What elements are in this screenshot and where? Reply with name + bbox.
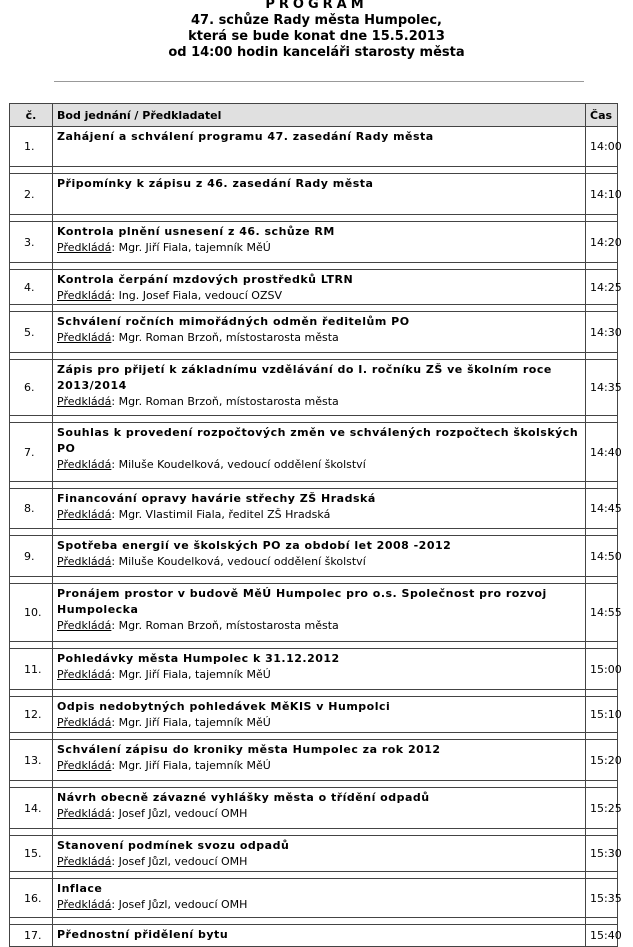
agenda-item-title: Přednostní přidělení bytu — [57, 928, 229, 941]
agenda-item-number: 10. — [10, 584, 53, 642]
agenda-item-number: 6. — [10, 360, 53, 416]
agenda-item-time: 14:50 — [586, 536, 618, 577]
agenda-item-number: 2. — [10, 174, 53, 215]
agenda-item-title: Zahájení a schválení programu 47. zasedání Rady města — [57, 130, 434, 143]
table-row — [10, 584, 618, 642]
agenda-item-title: Návrh obecně závazné vyhlášky města o třídění odpadů — [57, 791, 430, 804]
agenda-item-time: 15:00 — [586, 649, 618, 690]
presenter-name: : Josef Jůzl, vedoucí OMH — [111, 807, 248, 820]
agenda-item-title: Inflace — [57, 882, 103, 895]
row-spacer — [10, 215, 618, 222]
table-row — [10, 697, 618, 733]
presenter-name: : Miluše Koudelková, vedoucí oddělení školství — [111, 458, 366, 471]
table-row — [10, 740, 618, 781]
table-row — [10, 879, 618, 918]
agenda-item-number: 11. — [10, 649, 53, 690]
row-spacer — [10, 642, 618, 649]
agenda-item-number: 17. — [10, 925, 53, 947]
agenda-item-title: Odpis nedobytných pohledávek MěKIS v Humpolci — [57, 700, 391, 713]
row-spacer — [10, 733, 618, 740]
row-spacer — [10, 353, 618, 360]
row-spacer — [10, 263, 618, 270]
agenda-item-time: 14:45 — [586, 489, 618, 529]
agenda-item-subject — [53, 584, 586, 642]
agenda-item-subject — [53, 836, 586, 872]
agenda-item-title: Kontrola čerpání mzdových prostředků LTRN — [57, 273, 354, 286]
agenda-item-title: Pohledávky města Humpolec k 31.12.2012 — [57, 652, 340, 665]
agenda-item-title: Spotřeba energií ve školských PO za období let 2008 -2012 — [57, 539, 452, 552]
column-header-number: č. — [10, 104, 53, 127]
agenda-item-time: 15:40 — [586, 925, 618, 947]
presenter-name: : Mgr. Jiří Fiala, tajemník MěÚ — [111, 759, 271, 772]
agenda-item-title: Pronájem prostor v budově MěÚ Humpolec pro o.s. Společnost pro rozvoj Humpolecka — [57, 587, 547, 616]
agenda-item-subject — [53, 536, 586, 577]
agenda-item-presenter — [57, 667, 581, 683]
presenter-label: Předkládá — [57, 668, 112, 681]
table-row — [10, 360, 618, 416]
agenda-item-presenter — [57, 330, 581, 346]
header-line-3: od 14:00 hodin kanceláři starosty města — [168, 45, 465, 60]
presenter-name: : Mgr. Jiří Fiala, tajemník MěÚ — [111, 716, 271, 729]
row-spacer — [10, 781, 618, 788]
agenda-item-time: 14:30 — [586, 312, 618, 353]
row-spacer — [10, 305, 618, 312]
row-spacer — [10, 829, 618, 836]
document-header — [0, 0, 633, 61]
agenda-item-time: 14:55 — [586, 584, 618, 642]
agenda-item-number: 4. — [10, 270, 53, 305]
presenter-name: : Josef Jůzl, vedoucí OMH — [111, 855, 248, 868]
agenda-item-presenter — [57, 507, 581, 523]
agenda-item-subject — [53, 360, 586, 416]
presenter-name: : Mgr. Jiří Fiala, tajemník MěÚ — [111, 668, 271, 681]
agenda-item-title: Stanovení podmínek svozu odpadů — [57, 839, 290, 852]
agenda-item-subject — [53, 174, 586, 215]
agenda-item-time: 15:25 — [586, 788, 618, 829]
agenda-item-title: Financování opravy havárie střechy ZŠ Hradská — [57, 492, 376, 505]
agenda-item-presenter — [57, 854, 581, 870]
presenter-name: : Mgr. Roman Brzoň, místostarosta města — [111, 619, 339, 632]
header-line-1: 47. schůze Rady města Humpolec, — [191, 13, 442, 28]
header-divider — [54, 81, 584, 82]
agenda-item-number: 13. — [10, 740, 53, 781]
presenter-label: Předkládá — [57, 331, 112, 344]
column-header-subject: Bod jednání / Předkladatel — [53, 104, 586, 127]
presenter-label: Předkládá — [57, 759, 112, 772]
presenter-label: Předkládá — [57, 807, 112, 820]
agenda-item-presenter — [57, 240, 581, 256]
agenda-item-presenter — [57, 715, 581, 731]
agenda-item-subject — [53, 740, 586, 781]
agenda-item-title: Souhlas k provedení rozpočtových změn ve schválených rozpočtech školských PO — [57, 426, 579, 455]
agenda-item-subject — [53, 312, 586, 353]
presenter-label: Předkládá — [57, 555, 112, 568]
table-row — [10, 649, 618, 690]
row-spacer — [10, 690, 618, 697]
agenda-item-presenter — [57, 618, 581, 634]
table-row — [10, 836, 618, 872]
agenda-item-number: 14. — [10, 788, 53, 829]
agenda-item-number: 12. — [10, 697, 53, 733]
agenda-item-number: 1. — [10, 127, 53, 167]
agenda-item-subject — [53, 697, 586, 733]
agenda-item-subject — [53, 423, 586, 482]
agenda-item-time: 14:10 — [586, 174, 618, 215]
presenter-name: : Mgr. Roman Brzoň, místostarosta města — [111, 395, 339, 408]
row-spacer — [10, 872, 618, 879]
presenter-label: Předkládá — [57, 716, 112, 729]
agenda-item-presenter — [57, 394, 581, 410]
agenda-item-presenter — [57, 806, 581, 822]
agenda-item-subject — [53, 127, 586, 167]
agenda-item-subject — [53, 222, 586, 263]
agenda-item-title: Schválení ročních mimořádných odměn ředitelům PO — [57, 315, 410, 328]
row-spacer — [10, 918, 618, 925]
agenda-item-subject — [53, 788, 586, 829]
agenda-item-number: 8. — [10, 489, 53, 529]
table-row — [10, 423, 618, 482]
table-row — [10, 925, 618, 947]
table-row — [10, 536, 618, 577]
agenda-item-time: 14:35 — [586, 360, 618, 416]
agenda-item-number: 9. — [10, 536, 53, 577]
agenda-item-time: 15:30 — [586, 836, 618, 872]
agenda-item-title: Kontrola plnění usnesení z 46. schůze RM — [57, 225, 335, 238]
agenda-item-number: 7. — [10, 423, 53, 482]
row-spacer — [10, 416, 618, 423]
table-row — [10, 312, 618, 353]
agenda-item-time: 14:40 — [586, 423, 618, 482]
presenter-name: : Mgr. Jiří Fiala, tajemník MěÚ — [111, 241, 271, 254]
presenter-label: Předkládá — [57, 241, 112, 254]
agenda-item-subject — [53, 925, 586, 947]
program-heading: PROGRAM — [265, 0, 368, 12]
agenda-item-number: 15. — [10, 836, 53, 872]
agenda-item-time: 15:10 — [586, 697, 618, 733]
row-spacer — [10, 167, 618, 174]
row-spacer — [10, 529, 618, 536]
presenter-name: : Miluše Koudelková, vedoucí oddělení školství — [111, 555, 366, 568]
table-row — [10, 489, 618, 529]
agenda-item-presenter — [57, 457, 581, 473]
agenda-item-subject — [53, 879, 586, 918]
agenda-item-presenter — [57, 758, 581, 774]
agenda-item-time: 15:20 — [586, 740, 618, 781]
agenda-item-title: Připomínky k zápisu z 46. zasedání Rady města — [57, 177, 374, 190]
presenter-label: Předkládá — [57, 619, 112, 632]
table-row — [10, 222, 618, 263]
agenda-item-subject — [53, 649, 586, 690]
presenter-label: Předkládá — [57, 289, 112, 302]
presenter-label: Předkládá — [57, 508, 112, 521]
table-row — [10, 127, 618, 167]
header-line-2: která se bude konat dne 15.5.2013 — [188, 29, 445, 44]
presenter-label: Předkládá — [57, 855, 112, 868]
agenda-item-subject — [53, 489, 586, 529]
presenter-name: : Mgr. Vlastimil Fiala, ředitel ZŠ Hradská — [111, 508, 331, 521]
presenter-label: Předkládá — [57, 395, 112, 408]
agenda-item-title: Schválení zápisu do kroniky města Humpolec za rok 2012 — [57, 743, 441, 756]
table-row — [10, 174, 618, 215]
agenda-item-subject — [53, 270, 586, 305]
table-row — [10, 270, 618, 305]
presenter-name: : Mgr. Roman Brzoň, místostarosta města — [111, 331, 339, 344]
row-spacer — [10, 577, 618, 584]
agenda-item-time: 15:35 — [586, 879, 618, 918]
agenda-item-presenter — [57, 288, 581, 304]
agenda-item-presenter — [57, 897, 581, 913]
agenda-item-number: 5. — [10, 312, 53, 353]
agenda-item-title: Zápis pro přijetí k základnímu vzdělávání do I. ročníku ZŠ ve školním roce 2013/2014 — [57, 363, 552, 392]
table-row — [10, 788, 618, 829]
agenda-item-number: 3. — [10, 222, 53, 263]
agenda-table — [9, 103, 622, 947]
agenda-item-time: 14:00 — [586, 127, 618, 167]
presenter-name: : Josef Jůzl, vedoucí OMH — [111, 898, 248, 911]
presenter-label: Předkládá — [57, 458, 112, 471]
row-spacer — [10, 482, 618, 489]
agenda-item-number: 16. — [10, 879, 53, 918]
agenda-item-presenter — [57, 554, 581, 570]
table-header-row — [10, 104, 618, 127]
presenter-name: : Ing. Josef Fiala, vedoucí OZSV — [111, 289, 282, 302]
agenda-item-time: 14:20 — [586, 222, 618, 263]
column-header-time: Čas — [586, 104, 618, 127]
agenda-body — [10, 127, 622, 947]
presenter-label: Předkládá — [57, 898, 112, 911]
agenda-item-time: 14:25 — [586, 270, 618, 305]
